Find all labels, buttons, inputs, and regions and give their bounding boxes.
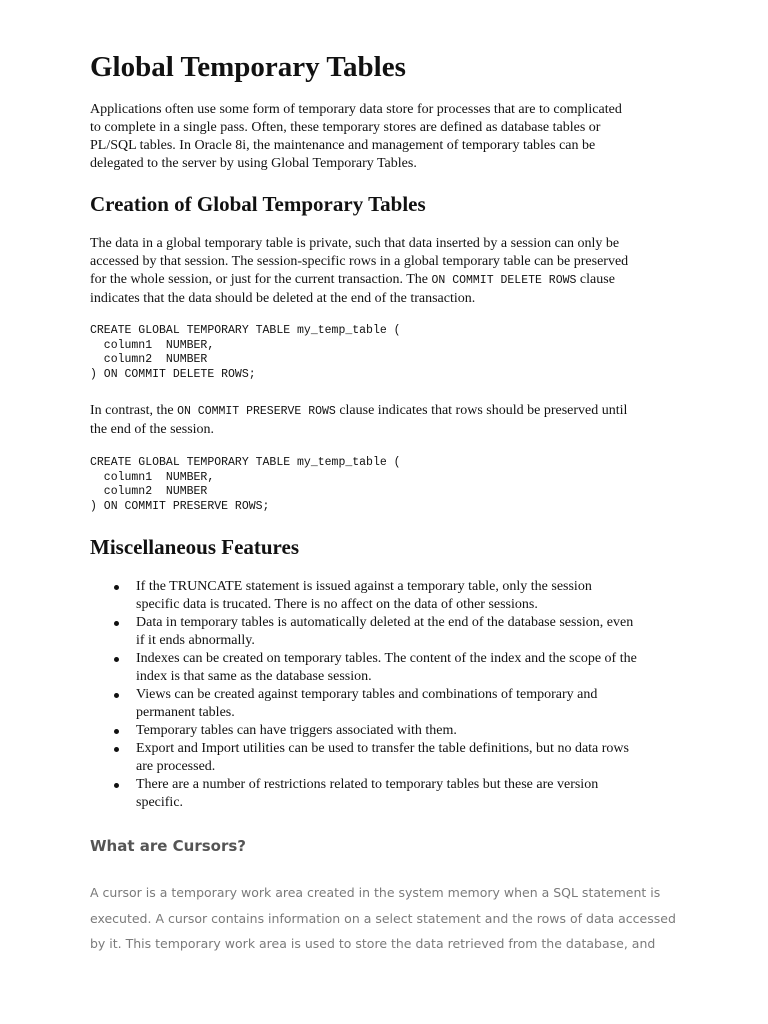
list-item-line: if it ends abnormally. — [136, 633, 255, 648]
list-item — [90, 740, 690, 776]
list-item-line: specific data is trucated. There is no affect on the data of other sessions. — [136, 597, 538, 612]
list-item — [90, 686, 690, 722]
creation-line: accessed by that session. The session-specific rows in a global temporary table can be preserved — [90, 254, 629, 269]
creation-line: The data in a global temporary table is private, such that data inserted by a session can only be — [90, 236, 620, 251]
contrast-line-text: In contrast, the — [90, 403, 178, 418]
creation-line: indicates that the data should be deleted at the end of the transaction. — [90, 291, 476, 306]
contrast-line-text: clause indicates that rows should be preserved until — [335, 403, 628, 418]
list-item-line: are processed. — [136, 759, 216, 774]
intro-line: PL/SQL tables. In Oracle 8i, the maintenance and management of temporary tables can be — [90, 138, 596, 153]
list-item — [90, 776, 690, 812]
list-item — [90, 722, 690, 740]
bullet-icon — [114, 657, 119, 662]
cursors-paragraph — [90, 880, 690, 957]
contrast-paragraph — [90, 402, 670, 439]
misc-heading: Miscellaneous Features — [90, 535, 299, 559]
inline-code-preserve-rows: ON COMMIT PRESERVE ROWS — [177, 405, 336, 418]
list-item — [90, 578, 690, 614]
creation-heading: Creation of Global Temporary Tables — [90, 192, 426, 216]
cursors-line: by it. This temporary work area is used to store the data retrieved from the database, and — [90, 936, 656, 951]
bullet-icon — [114, 621, 119, 626]
code-block-delete-rows: CREATE GLOBAL TEMPORARY TABLE my_temp_table ( column1 NUMBER, column2 NUMBER ) ON COMMIT DELETE ROWS; — [90, 324, 401, 381]
intro-line: to complete in a single pass. Often, these temporary stores are defined as database tables or — [90, 120, 601, 135]
creation-paragraph — [90, 235, 670, 308]
list-item-line: Indexes can be created on temporary tables. The content of the index and the scope of the — [136, 651, 637, 666]
creation-line-text: clause — [576, 272, 615, 287]
bullet-icon — [114, 693, 119, 698]
code-block-preserve-rows: CREATE GLOBAL TEMPORARY TABLE my_temp_table ( column1 NUMBER, column2 NUMBER ) ON COMMIT PRESERVE ROWS; — [90, 456, 401, 513]
list-item-line: permanent tables. — [136, 705, 235, 720]
contrast-line: the end of the session. — [90, 422, 215, 437]
inline-code-delete-rows: ON COMMIT DELETE ROWS — [431, 274, 577, 287]
cursors-line: A cursor is a temporary work area created in the system memory when a SQL statement is — [90, 885, 661, 900]
list-item-line: index is that same as the database session. — [136, 669, 372, 684]
creation-line — [90, 271, 670, 290]
list-item-line: There are a number of restrictions related to temporary tables but these are version — [136, 777, 599, 792]
features-list — [90, 578, 690, 812]
list-item-line: Views can be created against temporary tables and combinations of temporary and — [136, 687, 598, 702]
bullet-icon — [114, 747, 119, 752]
cursors-line: executed. A cursor contains information on a select statement and the rows of data accessed — [90, 910, 676, 926]
page-title: Global Temporary Tables — [90, 51, 406, 83]
intro-line: delegated to the server by using Global Temporary Tables. — [90, 156, 417, 171]
contrast-line — [90, 402, 670, 421]
list-item — [90, 614, 690, 650]
intro-line: Applications often use some form of temporary data store for processes that are to complicated — [90, 102, 622, 117]
list-item-line: Export and Import utilities can be used to transfer the table definitions, but no data rows — [136, 741, 629, 756]
list-item-line: If the TRUNCATE statement is issued against a temporary table, only the session — [136, 579, 592, 594]
cursors-heading: What are Cursors? — [90, 837, 246, 855]
bullet-icon — [114, 783, 119, 788]
list-item-line: specific. — [136, 795, 184, 810]
list-item-line: Temporary tables can have triggers associated with them. — [136, 723, 457, 738]
creation-line-text: for the whole session, or just for the current transaction. The — [90, 272, 432, 287]
list-item-line: Data in temporary tables is automatically deleted at the end of the database session, even — [136, 615, 634, 630]
intro-paragraph — [90, 101, 670, 173]
list-item — [90, 650, 690, 686]
bullet-icon — [114, 729, 119, 734]
bullet-icon — [114, 585, 119, 590]
